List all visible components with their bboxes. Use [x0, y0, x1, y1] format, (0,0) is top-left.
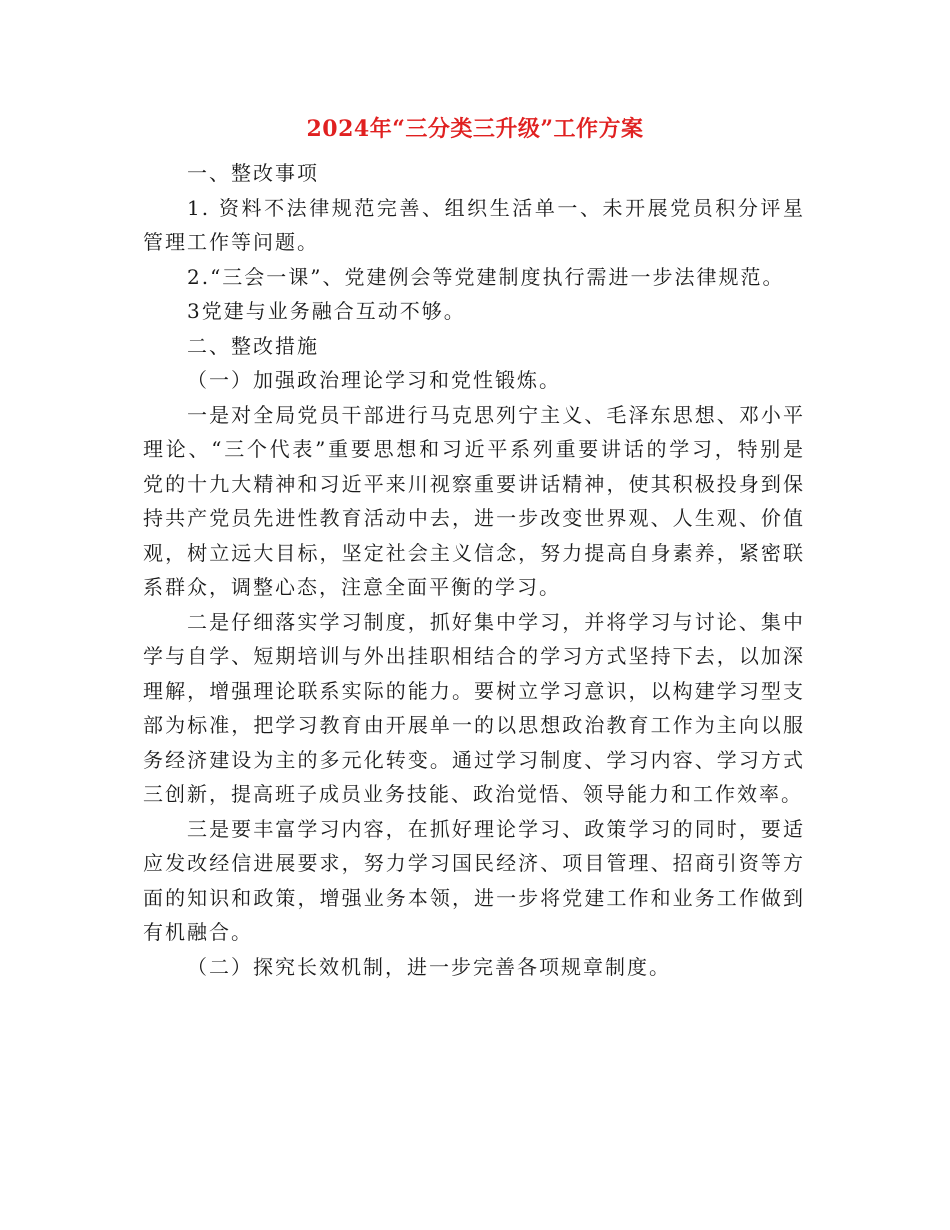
paragraph-item-2: 2.“三会一课”、党建例会等党建制度执行需进一步法律规范。	[187, 264, 785, 289]
document-body	[143, 156, 805, 984]
subsection-heading-1: （一）加强政治理论学习和党性锻炼。	[187, 368, 561, 392]
paragraph-measure-3: 三是要丰富学习内容，在抓好理论学习、政策学习的同时，要适应发改经信进展要求，努力学习国民经济、项目管理、招商引资等方面的知识和政策，增强业务本领，进一步将党建工作和业务工作做到有机融合。	[143, 816, 805, 944]
paragraph-measure-2: 二是仔细落实学习制度，抓好集中学习，并将学习与讨论、集中学与自学、短期培训与外出挂职相结合的学习方式坚持下去，以加深理解，增强理论联系实际的能力。要树立学习意识，以构建学习型支部为标准，把学习教育由开展单一的以思想政治教育工作为主向以服务经济建设为主的多元化转变。通过学习制度、学习内容、学习方式三创新，提高班子成员业务技能、政治觉悟、领导能力和工作效率。	[143, 609, 805, 806]
subsection-heading-2: （二）探究长效机制，进一步完善各项规章制度。	[187, 954, 671, 979]
paragraph-measure-1: 一是对全局党员干部进行马克思列宁主义、毛泽东思想、邓小平理论、“三个代表”重要思想和习近平系列重要讲话的学习，特别是党的十九大精神和习近平来川视察重要讲话精神，使其积极投身到保持共产党员先进性教育活动中去，进一步改变世界观、人生观、价值观，树立远大目标，坚定社会主义信念，努力提高自身素养，紧密联系群众，调整心态，注意全面平衡的学习。	[143, 402, 805, 599]
paragraph-item-3: 3党建与业务融合互动不够。	[187, 299, 466, 323]
section-heading-rectification-items: 一、整改事项	[187, 161, 319, 185]
document-title: 2024年“三分类三升级”工作方案	[306, 116, 644, 142]
section-heading-rectification-measures: 二、整改措施	[187, 333, 319, 358]
paragraph-item-1: 1. 资料不法律规范完善、组织生活单一、未开展党员积分评星管理工作等问题。	[143, 195, 805, 254]
